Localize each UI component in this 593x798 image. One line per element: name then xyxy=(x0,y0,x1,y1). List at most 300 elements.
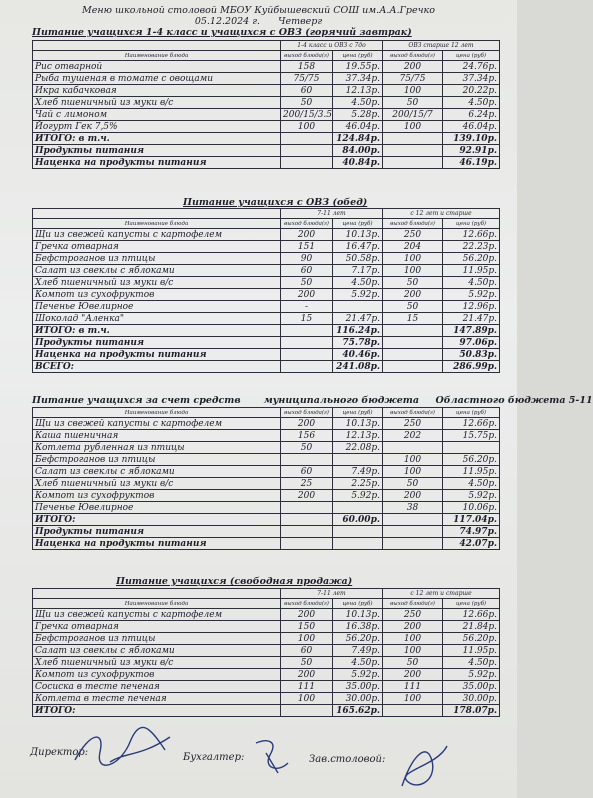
table-row xyxy=(33,609,500,621)
portion-cell: 75/75 xyxy=(383,73,443,85)
portion-cell xyxy=(281,145,333,157)
portion-cell: 250 xyxy=(383,229,443,241)
price-cell: 178.07р. xyxy=(443,705,500,717)
price-cell: 12.13р. xyxy=(333,85,383,97)
price-cell xyxy=(333,502,383,514)
dish-name: Бефстроганов из птицы xyxy=(33,633,281,645)
group-b-label: ОВЗ старше 12 лет xyxy=(383,41,500,51)
portion-cell: - xyxy=(281,301,333,313)
price-cell: 46.04р. xyxy=(333,121,383,133)
portion-cell: 100 xyxy=(281,693,333,705)
portion-cell: 200 xyxy=(383,289,443,301)
dish-name: Наценка на продукты питания xyxy=(33,349,281,361)
portion-cell: 200/15/7 xyxy=(383,109,443,121)
price-cell: 74.97р. xyxy=(443,526,500,538)
portion-cell: выход блюда(г) xyxy=(281,408,333,418)
price-cell: 10.13р. xyxy=(333,418,383,430)
portion-cell xyxy=(383,133,443,145)
price-cell: 35.00р. xyxy=(333,681,383,693)
total-row xyxy=(33,361,500,373)
dish-name: Продукты питания xyxy=(33,145,281,157)
portion-cell: 250 xyxy=(383,609,443,621)
total-row xyxy=(33,337,500,349)
table-row xyxy=(33,109,500,121)
dish-name: Компот из сухофруктов xyxy=(33,490,281,502)
total-row xyxy=(33,705,500,717)
dish-name: Котлета в тесте печеная xyxy=(33,693,281,705)
portion-cell: 158 xyxy=(281,61,333,73)
portion-cell xyxy=(281,325,333,337)
price-cell: 16.38р. xyxy=(333,621,383,633)
portion-cell: 200 xyxy=(281,418,333,430)
price-cell: 5.92р. xyxy=(443,289,500,301)
portion-cell xyxy=(281,349,333,361)
portion-cell: 200 xyxy=(281,490,333,502)
portion-cell: 100 xyxy=(383,253,443,265)
dish-name: Бефстроганов из птицы xyxy=(33,454,281,466)
dish-name: Чай с лимоном xyxy=(33,109,281,121)
portion-cell: 250 xyxy=(383,418,443,430)
table-row xyxy=(33,313,500,325)
free-sale-table xyxy=(32,588,500,717)
accountant-signature xyxy=(248,733,298,778)
dish-name: Хлеб пшеничный из муки в/с xyxy=(33,478,281,490)
portion-cell: 60 xyxy=(281,466,333,478)
dish-name: ИТОГО: xyxy=(33,705,281,717)
price-cell: 5.92р. xyxy=(443,490,500,502)
table-row xyxy=(33,681,500,693)
menu-date: 05.12.2024 г. xyxy=(194,16,261,27)
table-group-header xyxy=(33,41,500,51)
dish-name: Йогурт Гек 7,5% xyxy=(33,121,281,133)
price-cell: 5.92р. xyxy=(333,490,383,502)
section2-title-text: Питание учащихся с ОВЗ (обед) xyxy=(183,197,368,208)
price-cell: 37.34р. xyxy=(443,73,500,85)
total-row xyxy=(33,349,500,361)
table-row xyxy=(33,621,500,633)
table-row xyxy=(33,61,500,73)
section1-subtitle: (горячий завтрак) xyxy=(305,27,412,38)
section4-title-text: Питание учащихся (свободная продажа) xyxy=(116,576,353,587)
price-cell: 22.23р. xyxy=(443,241,500,253)
breakfast-table xyxy=(32,40,500,169)
dish-name: Продукты питания xyxy=(33,526,281,538)
price-cell: цена (руб) xyxy=(333,599,383,609)
table-header-row xyxy=(33,219,500,229)
manager-signature xyxy=(392,736,452,796)
price-cell: 11.95р. xyxy=(443,265,500,277)
price-cell: 10.13р. xyxy=(333,609,383,621)
portion-cell: 60 xyxy=(281,645,333,657)
dish-name: Наименование блюда xyxy=(33,51,281,61)
portion-cell: 100 xyxy=(281,633,333,645)
table-row xyxy=(33,502,500,514)
portion-cell: 200 xyxy=(383,621,443,633)
section1-title xyxy=(32,27,412,38)
table-row xyxy=(33,85,500,97)
group-b-label: с 12 лет и старше xyxy=(383,209,500,219)
total-row xyxy=(33,526,500,538)
portion-cell: 150 xyxy=(281,621,333,633)
portion-cell: 100 xyxy=(281,121,333,133)
dish-name: Рис отварной xyxy=(33,61,281,73)
price-cell: 124.84р. xyxy=(333,133,383,145)
dish-name: Гречка отварная xyxy=(33,241,281,253)
portion-cell: выход блюда(г) xyxy=(383,408,443,418)
portion-cell: 75/75 xyxy=(281,73,333,85)
table-row xyxy=(33,229,500,241)
table-row xyxy=(33,633,500,645)
price-cell: 92.91р. xyxy=(443,145,500,157)
portion-cell: 100 xyxy=(383,121,443,133)
portion-cell xyxy=(281,705,333,717)
portion-cell xyxy=(383,349,443,361)
portion-cell: 111 xyxy=(383,681,443,693)
price-cell: 21.84р. xyxy=(443,621,500,633)
table-row xyxy=(33,121,500,133)
dish-name: Хлеб пшеничный из муки в/с xyxy=(33,97,281,109)
price-cell: 147.89р. xyxy=(443,325,500,337)
portion-cell xyxy=(383,442,443,454)
price-cell xyxy=(333,301,383,313)
portion-cell xyxy=(383,157,443,169)
price-cell: 139.10р. xyxy=(443,133,500,145)
price-cell: 50.58р. xyxy=(333,253,383,265)
portion-cell: 50 xyxy=(281,442,333,454)
price-cell: 56.20р. xyxy=(443,454,500,466)
price-cell: 16.47р. xyxy=(333,241,383,253)
portion-cell: 100 xyxy=(383,265,443,277)
table-group-header xyxy=(33,589,500,599)
price-cell: цена (руб) xyxy=(443,408,500,418)
price-cell: 11.95р. xyxy=(443,466,500,478)
price-cell: 37.34р. xyxy=(333,73,383,85)
price-cell: 5.28р. xyxy=(333,109,383,121)
director-signature xyxy=(70,722,180,772)
price-cell: 21.47р. xyxy=(333,313,383,325)
table-row xyxy=(33,97,500,109)
price-cell: 35.00р. xyxy=(443,681,500,693)
total-row xyxy=(33,145,500,157)
portion-cell xyxy=(383,145,443,157)
price-cell: 4.50р. xyxy=(443,657,500,669)
portion-cell: 202 xyxy=(383,430,443,442)
portion-cell xyxy=(281,361,333,373)
price-cell: 12.66р. xyxy=(443,229,500,241)
portion-cell: выход блюда(г) xyxy=(281,599,333,609)
portion-cell: выход блюда(г) xyxy=(383,599,443,609)
dish-name: ИТОГО: в т.ч. xyxy=(33,325,281,337)
portion-cell: 60 xyxy=(281,85,333,97)
table-row xyxy=(33,73,500,85)
director-label: Директор: xyxy=(30,747,89,758)
portion-cell xyxy=(383,705,443,717)
portion-cell: 50 xyxy=(383,301,443,313)
table-row xyxy=(33,669,500,681)
portion-cell: 100 xyxy=(383,633,443,645)
portion-cell: 200 xyxy=(383,490,443,502)
portion-cell: 100 xyxy=(383,454,443,466)
total-row xyxy=(33,133,500,145)
price-cell: 12.66р. xyxy=(443,418,500,430)
price-cell: 40.84р. xyxy=(333,157,383,169)
dish-name: Наименование блюда xyxy=(33,408,281,418)
price-cell xyxy=(443,442,500,454)
table-row xyxy=(33,418,500,430)
price-cell: 10.13р. xyxy=(333,229,383,241)
portion-cell: 100 xyxy=(383,85,443,97)
portion-cell: 200 xyxy=(281,669,333,681)
price-cell: 50.83р. xyxy=(443,349,500,361)
portion-cell xyxy=(281,502,333,514)
price-cell: 7.49р. xyxy=(333,645,383,657)
portion-cell: выход блюда(г) xyxy=(383,219,443,229)
dish-name: Наценка на продукты питания xyxy=(33,157,281,169)
dish-name: Сосиска в тесте печеная xyxy=(33,681,281,693)
portion-cell: 200 xyxy=(383,61,443,73)
group-a-label: 7-11 лет xyxy=(281,209,383,219)
portion-cell: 151 xyxy=(281,241,333,253)
dish-name: Котлета рубленная из птицы xyxy=(33,442,281,454)
price-cell: цена (руб) xyxy=(443,219,500,229)
price-cell: цена (руб) xyxy=(333,219,383,229)
section3-title-text: Питание учащихся за счет средств xyxy=(32,395,241,406)
table-group-header xyxy=(33,209,500,219)
dish-name: Салат из свеклы с яблоками xyxy=(33,265,281,277)
section3-regional: Областного бюджета 5-11 xyxy=(435,395,593,406)
portion-cell: 90 xyxy=(281,253,333,265)
table-row xyxy=(33,277,500,289)
portion-cell: 200 xyxy=(281,289,333,301)
price-cell: цена (руб) xyxy=(443,51,500,61)
portion-cell xyxy=(383,361,443,373)
table-row xyxy=(33,253,500,265)
dish-name: ВСЕГО: xyxy=(33,361,281,373)
price-cell xyxy=(333,454,383,466)
accountant-label: Бухгалтер: xyxy=(183,752,245,763)
price-cell: 21.47р. xyxy=(443,313,500,325)
date-line xyxy=(0,16,517,27)
portion-cell xyxy=(383,337,443,349)
portion-cell xyxy=(281,157,333,169)
portion-cell: 25 xyxy=(281,478,333,490)
price-cell: 7.49р. xyxy=(333,466,383,478)
portion-cell: 50 xyxy=(383,97,443,109)
menu-weekday: Четверг xyxy=(278,16,323,27)
portion-cell xyxy=(281,133,333,145)
dish-name: Хлеб пшеничный из муки в/с xyxy=(33,657,281,669)
price-cell: 42.07р. xyxy=(443,538,500,550)
price-cell: 56.20р. xyxy=(333,633,383,645)
total-row xyxy=(33,514,500,526)
dish-name: Бефстроганов из птицы xyxy=(33,253,281,265)
price-cell: 4.50р. xyxy=(333,277,383,289)
price-cell: 46.19р. xyxy=(443,157,500,169)
section4-title xyxy=(116,576,352,587)
school-title xyxy=(0,5,517,16)
table-header-row xyxy=(33,408,500,418)
price-cell: 4.50р. xyxy=(443,277,500,289)
price-cell: 40.46р. xyxy=(333,349,383,361)
table-row xyxy=(33,490,500,502)
dish-name: Шоколад "Аленка" xyxy=(33,313,281,325)
portion-cell: 50 xyxy=(383,657,443,669)
dish-name: Щи из свежей капусты с картофелем xyxy=(33,229,281,241)
table-row xyxy=(33,645,500,657)
price-cell: 12.66р. xyxy=(443,609,500,621)
table-row xyxy=(33,289,500,301)
dish-name: ИТОГО: в т.ч. xyxy=(33,133,281,145)
price-cell: 84.00р. xyxy=(333,145,383,157)
price-cell: 56.20р. xyxy=(443,253,500,265)
price-cell xyxy=(333,526,383,538)
portion-cell: 100 xyxy=(383,645,443,657)
price-cell: 4.50р. xyxy=(443,478,500,490)
portion-cell: 50 xyxy=(281,97,333,109)
portion-cell xyxy=(383,526,443,538)
portion-cell: 200/15/3.5 xyxy=(281,109,333,121)
price-cell: 46.04р. xyxy=(443,121,500,133)
portion-cell: 111 xyxy=(281,681,333,693)
price-cell: 11.95р. xyxy=(443,645,500,657)
portion-cell: выход блюда(г) xyxy=(281,51,333,61)
price-cell: 12.96р. xyxy=(443,301,500,313)
price-cell: 4.50р. xyxy=(333,657,383,669)
portion-cell: 50 xyxy=(281,277,333,289)
portion-cell: выход блюда(г) xyxy=(383,51,443,61)
portion-cell xyxy=(281,337,333,349)
section2-title xyxy=(183,197,367,208)
price-cell: цена (руб) xyxy=(333,408,383,418)
table-row xyxy=(33,693,500,705)
dish-name: Продукты питания xyxy=(33,337,281,349)
portion-cell xyxy=(383,325,443,337)
price-cell: 117.04р. xyxy=(443,514,500,526)
dish-name: Хлеб пшеничный из муки в/с xyxy=(33,277,281,289)
price-cell: 20.22р. xyxy=(443,85,500,97)
table-header-row xyxy=(33,599,500,609)
price-cell: 30.00р. xyxy=(443,693,500,705)
dish-name: Щи из свежей капусты с картофелем xyxy=(33,418,281,430)
portion-cell: 60 xyxy=(281,265,333,277)
price-cell: 116.24р. xyxy=(333,325,383,337)
dish-name: Наценка на продукты питания xyxy=(33,538,281,550)
portion-cell: 200 xyxy=(281,229,333,241)
portion-cell xyxy=(383,538,443,550)
portion-cell: 100 xyxy=(383,466,443,478)
price-cell: 12.13р. xyxy=(333,430,383,442)
table-row xyxy=(33,241,500,253)
table-header-row xyxy=(33,51,500,61)
table-row xyxy=(33,657,500,669)
portion-cell: 50 xyxy=(383,478,443,490)
price-cell: 75.78р. xyxy=(333,337,383,349)
table-row xyxy=(33,442,500,454)
group-a-label: 1-4 класс и ОВЗ с 7до xyxy=(281,41,383,51)
portion-cell xyxy=(281,526,333,538)
portion-cell: 38 xyxy=(383,502,443,514)
portion-cell xyxy=(281,514,333,526)
dish-name: Компот из сухофруктов xyxy=(33,289,281,301)
portion-cell: 15 xyxy=(281,313,333,325)
portion-cell: 204 xyxy=(383,241,443,253)
price-cell: 6.24р. xyxy=(443,109,500,121)
dish-name: Компот из сухофруктов xyxy=(33,669,281,681)
price-cell: 19.55р. xyxy=(333,61,383,73)
price-cell: 286.99р. xyxy=(443,361,500,373)
dish-name: Рыба тушеная в томате с овощами xyxy=(33,73,281,85)
table-row xyxy=(33,265,500,277)
price-cell: 5.92р. xyxy=(443,669,500,681)
price-cell xyxy=(333,538,383,550)
group-b-label: с 12 лет и старше xyxy=(383,589,500,599)
price-cell: 15.75р. xyxy=(443,430,500,442)
section3-municipal: муниципального бюджета xyxy=(263,395,419,406)
total-row xyxy=(33,325,500,337)
dish-name: Гречка отварная xyxy=(33,621,281,633)
school-name: Меню школьной столовой МБОУ Куйбышевский СОШ им.А.А.Гречко xyxy=(82,5,435,16)
portion-cell: 50 xyxy=(383,277,443,289)
dish-name: Наименование блюда xyxy=(33,599,281,609)
price-cell: 22.08р. xyxy=(333,442,383,454)
dish-name: Салат из свеклы с яблоками xyxy=(33,645,281,657)
portion-cell: 156 xyxy=(281,430,333,442)
price-cell: 5.92р. xyxy=(333,669,383,681)
portion-cell: 200 xyxy=(281,609,333,621)
price-cell: 60.00р. xyxy=(333,514,383,526)
table-row xyxy=(33,454,500,466)
price-cell: 24.76р. xyxy=(443,61,500,73)
price-cell: 165.62р. xyxy=(333,705,383,717)
price-cell: цена (руб) xyxy=(443,599,500,609)
table-row xyxy=(33,430,500,442)
budget-table xyxy=(32,407,500,550)
price-cell: 30.00р. xyxy=(333,693,383,705)
portion-cell: 200 xyxy=(383,669,443,681)
dish-name: Печенье Ювелирное xyxy=(33,301,281,313)
total-row xyxy=(33,157,500,169)
price-cell: 97.06р. xyxy=(443,337,500,349)
dish-name: Каша пшеничная xyxy=(33,430,281,442)
portion-cell xyxy=(281,538,333,550)
group-a-label: 7-11 лет xyxy=(281,589,383,599)
price-cell: 7.17р. xyxy=(333,265,383,277)
price-cell: 10.06р. xyxy=(443,502,500,514)
price-cell: 56.20р. xyxy=(443,633,500,645)
dish-name: Салат из свеклы с яблоками xyxy=(33,466,281,478)
price-cell: 4.50р. xyxy=(333,97,383,109)
portion-cell: 15 xyxy=(383,313,443,325)
price-cell: 5.92р. xyxy=(333,289,383,301)
dish-name: Щи из свежей капусты с картофелем xyxy=(33,609,281,621)
portion-cell: 50 xyxy=(281,657,333,669)
lunch-table xyxy=(32,208,500,373)
portion-cell: выход блюда(г) xyxy=(281,219,333,229)
table-row xyxy=(33,301,500,313)
portion-cell xyxy=(383,514,443,526)
table-row xyxy=(33,478,500,490)
price-cell: 241.08р. xyxy=(333,361,383,373)
section3-title xyxy=(32,395,593,406)
portion-cell: 100 xyxy=(383,693,443,705)
dish-name: Икра кабачковая xyxy=(33,85,281,97)
manager-label: Зав.столовой: xyxy=(309,754,386,765)
price-cell: 4.50р. xyxy=(443,97,500,109)
portion-cell xyxy=(281,454,333,466)
total-row xyxy=(33,538,500,550)
dish-name: Наименование блюда xyxy=(33,219,281,229)
table-row xyxy=(33,466,500,478)
